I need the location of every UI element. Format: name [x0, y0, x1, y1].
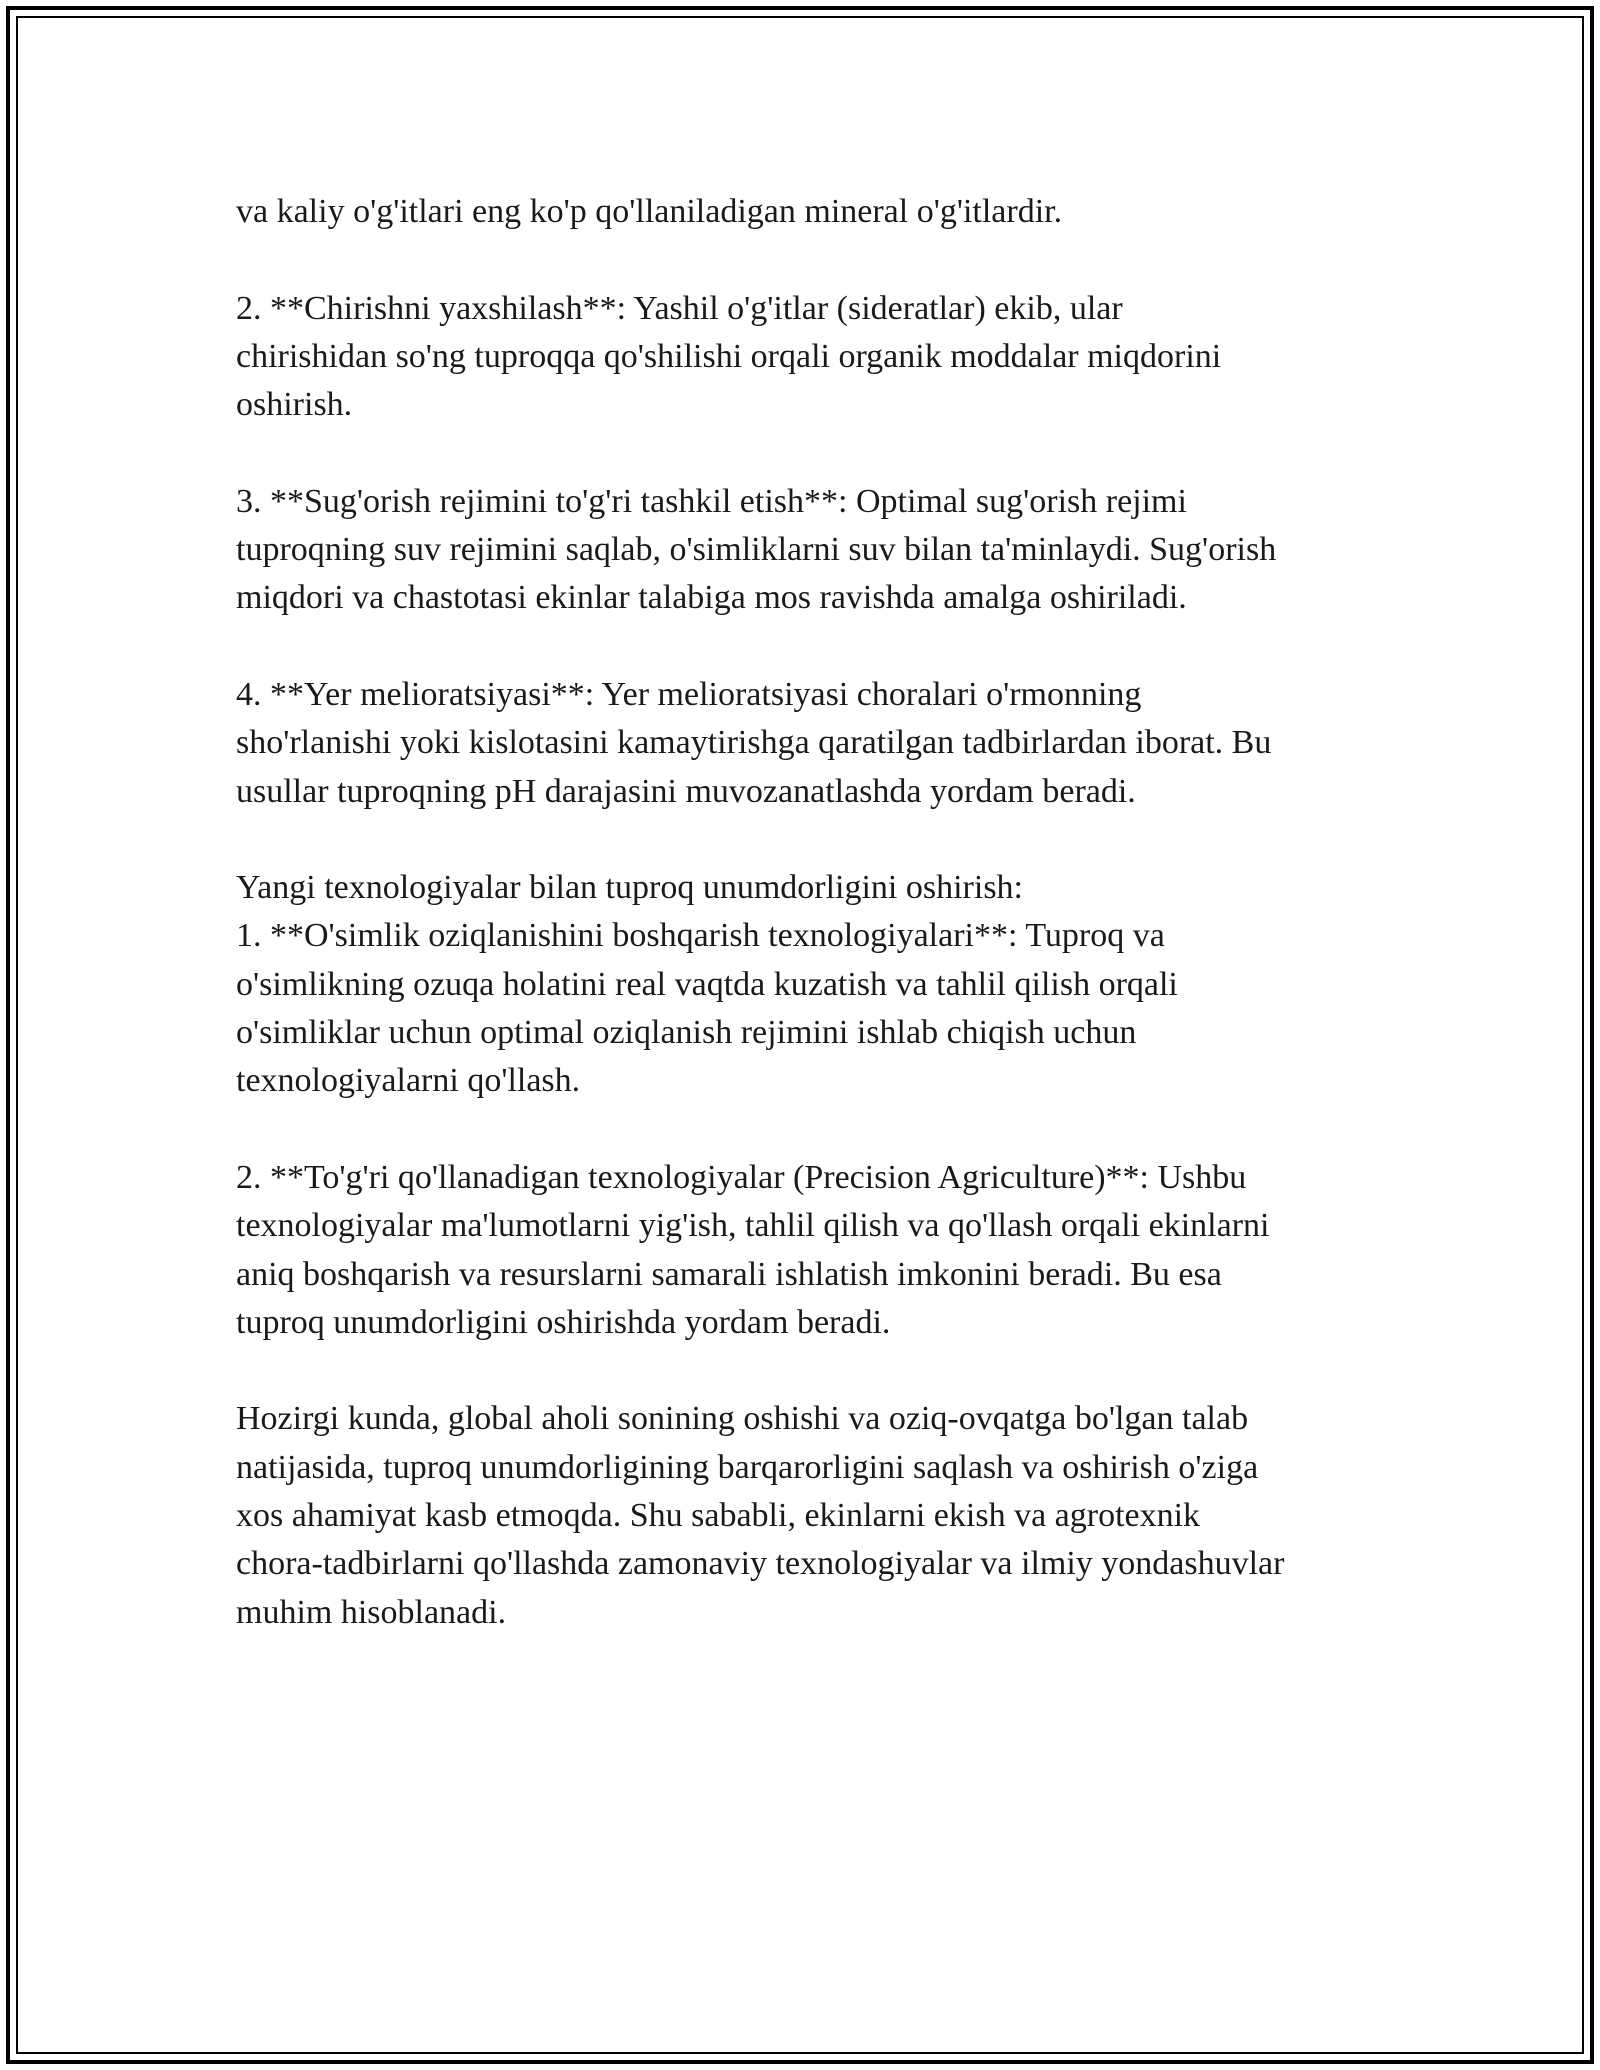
- text-line: sho'rlanishi yoki kislotasini kamaytirishga qaratilgan tadbirlardan iborat. Bu: [236, 724, 1272, 762]
- text-line: 2. **Chirishni yaxshilash**: Yashil o'g'itlar (sideratlar) ekib, ular: [236, 289, 1123, 327]
- text-line: 3. **Sug'orish rejimini to'g'ri tashkil etish**: Optimal sug'orish rejimi: [236, 482, 1187, 520]
- text-line: 2. **To'g'ri qo'llanadigan texnologiyalar (Precision Agriculture)**: Ushbu: [236, 1158, 1247, 1196]
- text-line: 4. **Yer melioratsiyasi**: Yer melioratsiyasi choralari o'rmonning: [236, 675, 1142, 713]
- text-line: Hozirgi kunda, global aholi sonining oshishi va oziq-ovqatga bo'lgan talab: [236, 1400, 1249, 1438]
- list-item-chirishni-yaxshilash: [236, 285, 1396, 430]
- list-item-osimlik-oziqlanishi: [236, 912, 1396, 1105]
- text-line: texnologiyalarni qo'llash.: [236, 1062, 581, 1100]
- paragraph-gap: [236, 623, 1396, 671]
- text-line: aniq boshqarish va resurslarni samarali ishlatish imkonini beradi. Bu esa: [236, 1255, 1222, 1293]
- paragraph-gap: [236, 816, 1396, 864]
- list-item-sugorish-rejimi: [236, 478, 1396, 623]
- text-line: usullar tuproqning pH darajasini muvozanatlashda yordam beradi.: [236, 772, 1136, 810]
- list-item-yer-melioratsiyasi: [236, 671, 1396, 816]
- section-heading: Yangi texnologiyalar bilan tuproq unumdorligini oshirish:: [236, 869, 1023, 907]
- text-line: tuproq unumdorligini oshirishda yordam beradi.: [236, 1303, 891, 1341]
- intro-line: va kaliy o'g'itlari eng ko'p qo'llaniladigan mineral o'g'itlardir.: [236, 193, 1063, 230]
- paragraph-gap: [236, 236, 1396, 284]
- text-line: chora-tadbirlarni qo'llashda zamonaviy texnologiyalar va ilmiy yondashuvlar: [236, 1545, 1285, 1583]
- text-line: o'simliklar uchun optimal oziqlanish rejimini ishlab chiqish uchun: [236, 1014, 1137, 1052]
- paragraph-gap: [236, 1347, 1396, 1395]
- text-line: texnologiyalar ma'lumotlarni yig'ish, tahlil qilish va qo'llash orqali ekinlarni: [236, 1207, 1270, 1245]
- text-line: o'simlikning ozuqa holatini real vaqtda kuzatish va tahlil qilish orqali: [236, 965, 1178, 1003]
- list-item-precision-agriculture: [236, 1154, 1396, 1347]
- text-line: muhim hisoblanadi.: [236, 1593, 507, 1631]
- text-line: chirishidan so'ng tuproqqa qo'shilishi orqali organik moddalar miqdorini: [236, 337, 1222, 375]
- text-line: oshirish.: [236, 386, 353, 424]
- paragraph-gap: [236, 1106, 1396, 1154]
- conclusion-paragraph: [236, 1395, 1396, 1636]
- text-line: 1. **O'simlik oziqlanishini boshqarish texnologiyalari**: Tuproq va: [236, 917, 1165, 955]
- text-line: natijasida, tuproq unumdorligining barqarorligini saqlash va oshirish o'ziga: [236, 1448, 1259, 1486]
- document-body: [236, 188, 1396, 1637]
- text-line: tuproqning suv rejimini saqlab, o'simliklarni suv bilan ta'minlaydi. Sug'orish: [236, 531, 1277, 569]
- paragraph-gap: [236, 429, 1396, 477]
- text-line: miqdori va chastotasi ekinlar talabiga mos ravishda amalga oshiriladi.: [236, 579, 1187, 617]
- text-line: xos ahamiyat kasb etmoqda. Shu sababli, ekinlarni ekish va agrotexnik: [236, 1497, 1201, 1535]
